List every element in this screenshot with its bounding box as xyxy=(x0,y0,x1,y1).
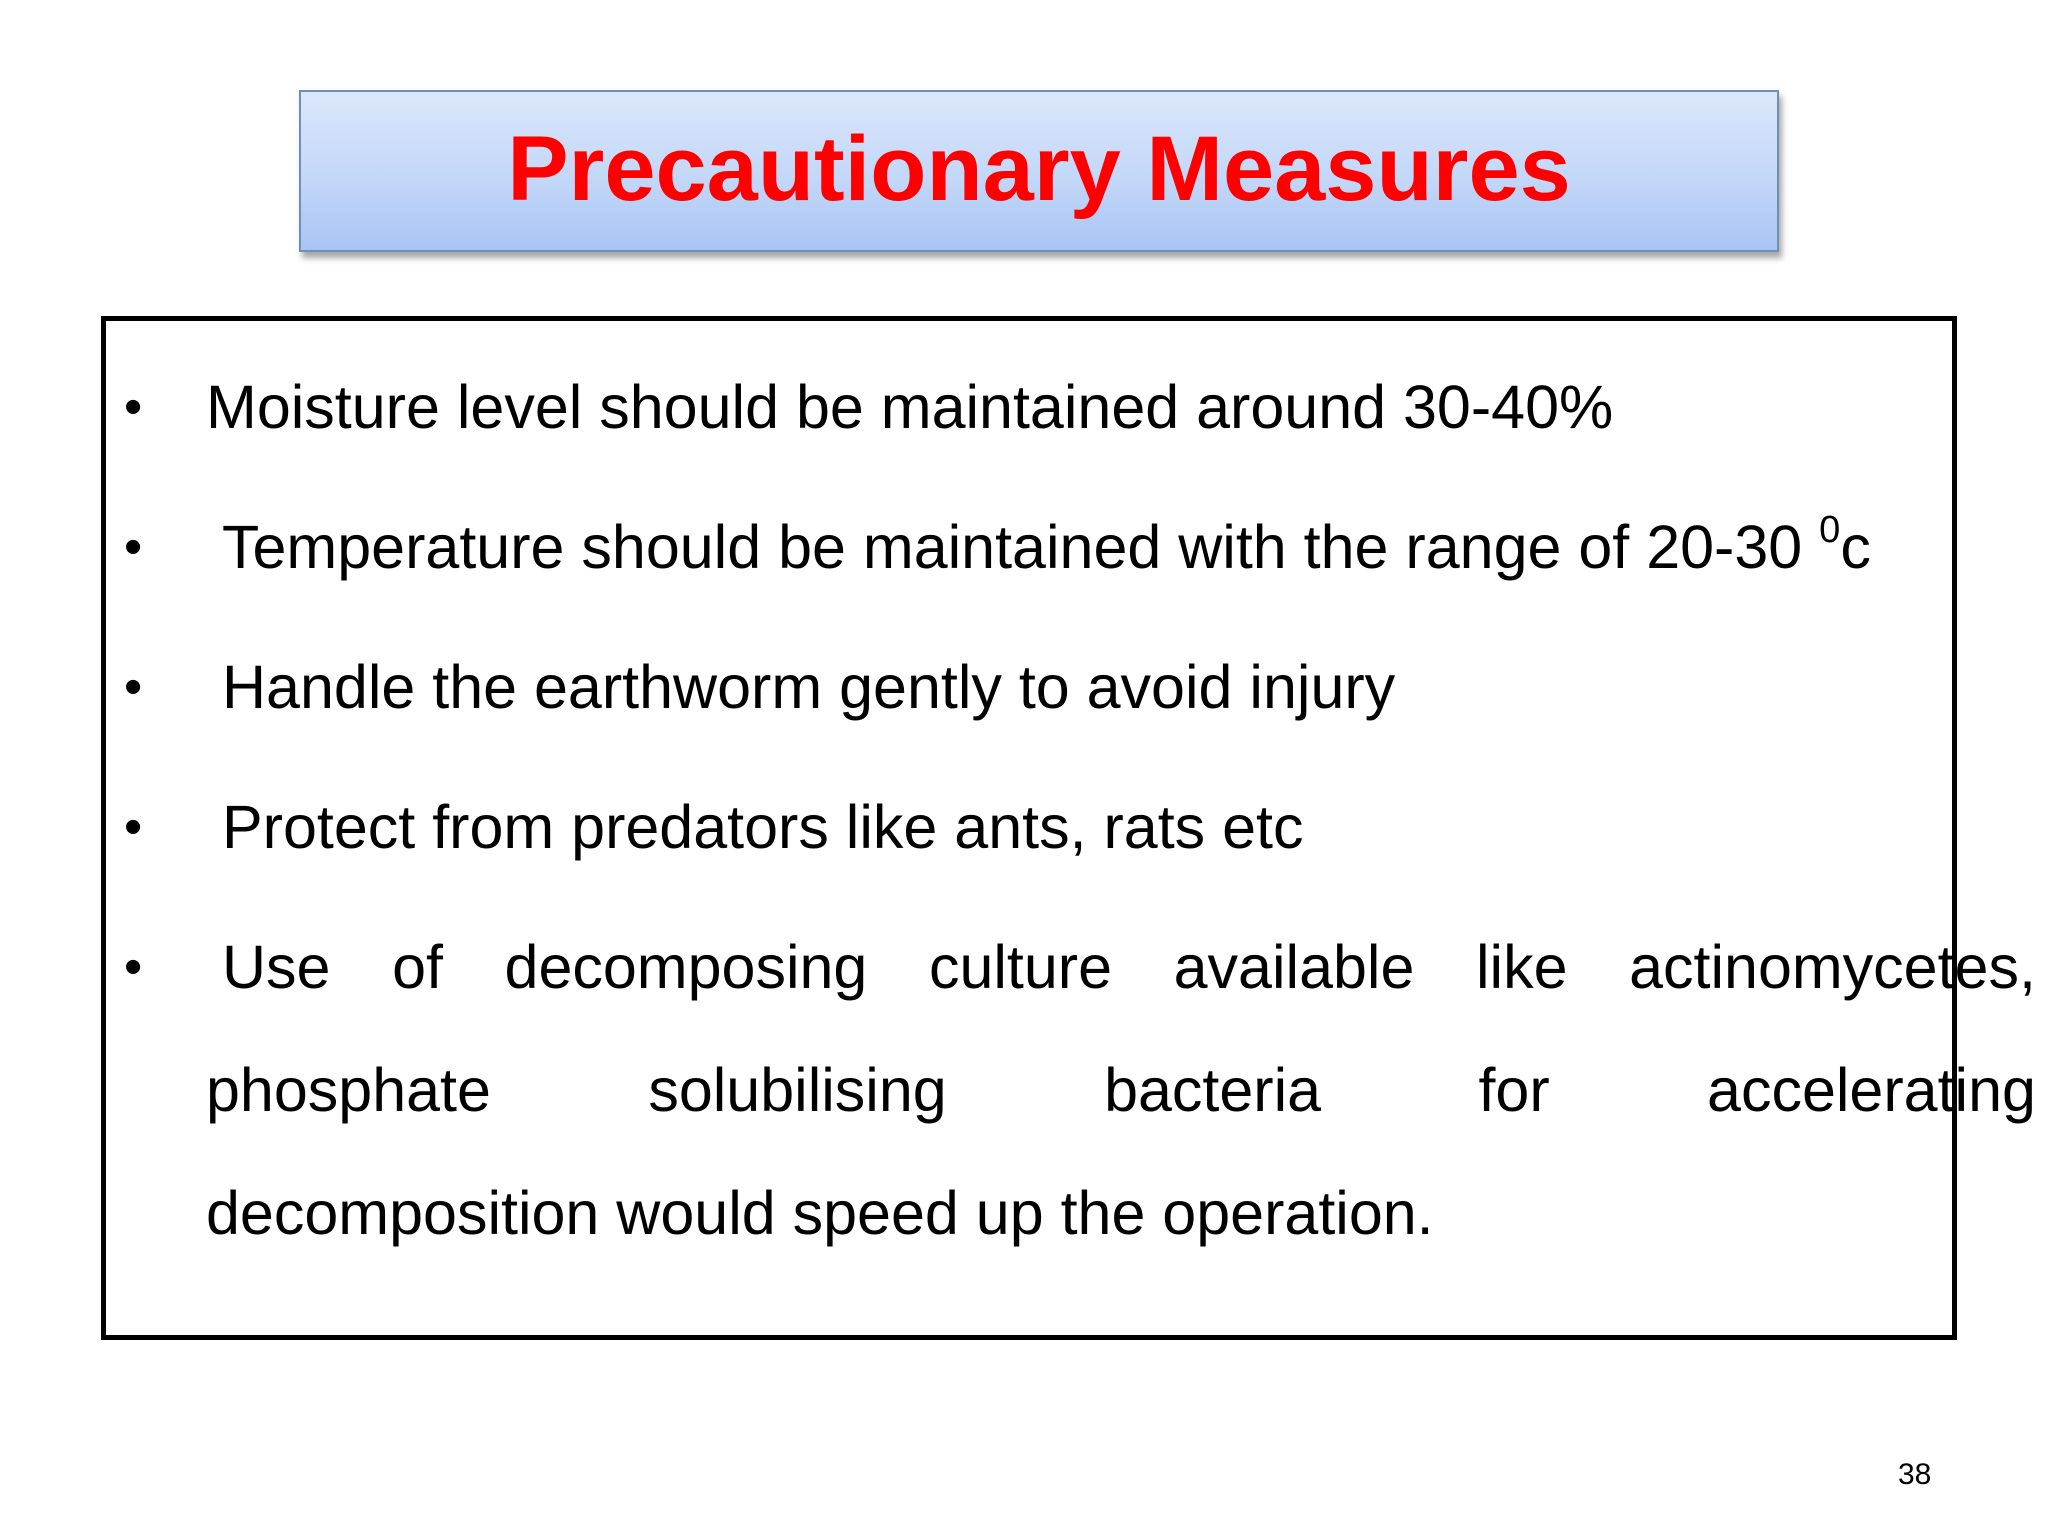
word: bacteria xyxy=(1104,1056,1322,1124)
bullet-text-last-line: decomposition would speed up the operation. xyxy=(206,1179,1434,1247)
word: available xyxy=(1173,933,1415,1001)
bullet-icon: • xyxy=(124,658,143,716)
word: phosphate xyxy=(206,1056,491,1124)
justified-line-1 xyxy=(222,933,2036,1001)
word: culture xyxy=(928,933,1113,1001)
bullet-text: Protect from predators like ants, rats etc xyxy=(222,793,1304,861)
content-box xyxy=(101,316,2036,1340)
bullet-text-unit: c xyxy=(1840,513,1871,581)
bullet-icon: • xyxy=(124,798,143,856)
slide-title: Precautionary Measures xyxy=(507,118,1571,220)
page-number: 38 xyxy=(1898,1458,1932,1491)
title-box xyxy=(299,90,1779,252)
word: actinomycetes, xyxy=(1629,933,2036,1001)
bullet-icon: • xyxy=(124,518,143,576)
word: like xyxy=(1475,933,1568,1001)
word: for xyxy=(1478,1056,1550,1124)
bullet-item-culture xyxy=(106,933,2036,1267)
bullet-text xyxy=(222,509,1871,581)
word: decomposing xyxy=(504,933,868,1001)
bullet-text: Handle the earthworm gently to avoid injury xyxy=(222,653,1396,721)
bullet-icon: • xyxy=(124,378,143,436)
bullet-icon: • xyxy=(124,938,143,996)
justified-line-2 xyxy=(206,1056,2036,1124)
word: accelerating xyxy=(1707,1056,2036,1124)
degree-superscript: 0 xyxy=(1819,509,1841,551)
bullet-text: Moisture level should be maintained around 30-40% xyxy=(206,373,1614,441)
word: solubilising xyxy=(648,1056,947,1124)
word: Use xyxy=(222,933,331,1001)
bullet-text-main: Temperature should be maintained with the range of 20-30 xyxy=(222,513,1820,581)
word: of xyxy=(392,933,443,1001)
